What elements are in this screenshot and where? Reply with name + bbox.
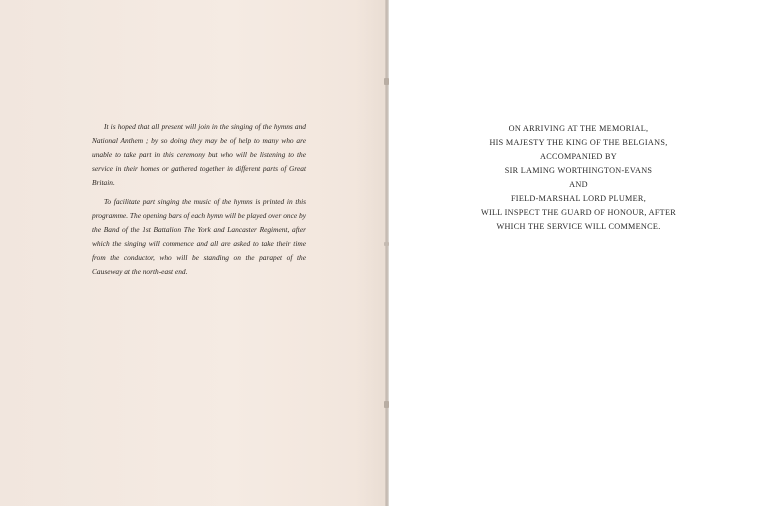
- announcement-line: WILL INSPECT THE GUARD OF HONOUR, AFTER: [480, 208, 677, 217]
- singing-instructions: [92, 120, 306, 284]
- announcement-line: WHICH THE SERVICE WILL COMMENCE.: [496, 222, 661, 231]
- arrival-announcement: [389, 122, 768, 234]
- announcement-line: FIELD-MARSHAL LORD PLUMER,: [510, 194, 647, 203]
- announcement-line: ACCOMPANIED BY: [540, 152, 617, 161]
- announcement-line: SIR LAMING WORTHINGTON-EVANS: [504, 166, 653, 175]
- paragraph-music-instructions: To facilitate part singing the music of the hymns is printed in this programme. The opening bars of each hymn will be played over once by the Band of the 1st Battalion The York and Lancaster Regiment, after which the singing will commence and all are asked to take their time from the conductor, who will be standing on the parapet of the Causeway at the north-east end.: [92, 197, 306, 276]
- paragraph-singing-hope: It is hoped that all present will join in the singing of the hymns and National Anthem ; by so doing they may be of help to many who are unable to take part in this ceremony but who will be listening to the service in their homes or gathered together in different parts of Great Britain.: [92, 122, 306, 187]
- announcement-line: ON ARRIVING AT THE MEMORIAL,: [508, 124, 649, 133]
- announcement-line: AND: [569, 180, 588, 189]
- announcement-line: HIS MAJESTY THE KING OF THE BELGIANS,: [489, 138, 668, 147]
- right-page: [389, 0, 768, 506]
